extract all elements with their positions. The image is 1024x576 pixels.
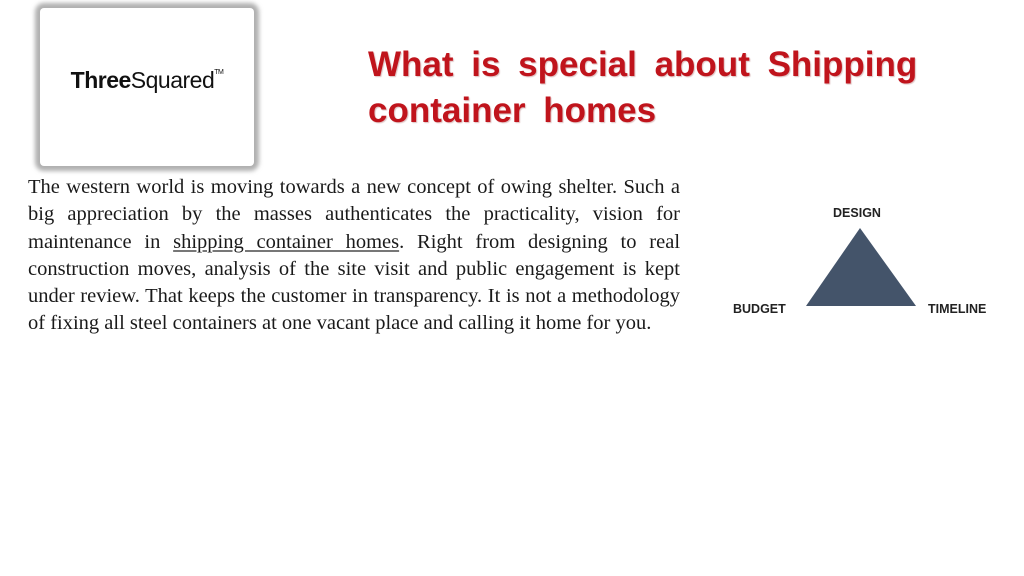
logo-light-part: Squared	[130, 66, 215, 93]
logo-wordmark	[71, 67, 224, 94]
company-logo	[40, 8, 254, 166]
slide-title: What is special about Shipping container homes	[368, 45, 918, 130]
design-budget-timeline-diagram	[720, 180, 1020, 360]
diagram-label-timeline: TIMELINE	[928, 302, 987, 316]
paragraph-text-after-link: . Right from designing to real construction moves, analysis of the site visit and public engagement is kept under review. That keeps the customer in transparency. It is not a methodology of fixing all steel containers at one vacant place and calling it home for you.	[28, 230, 681, 335]
body-paragraph	[28, 174, 680, 338]
diagram-label-design: DESIGN	[833, 206, 881, 220]
shipping-container-homes-link[interactable]: shipping container homes	[173, 230, 400, 253]
diagram-label-budget: BUDGET	[733, 302, 786, 316]
logo-bold-part: Three	[70, 66, 131, 93]
logo-trademark: TM	[214, 68, 224, 76]
paragraph-text-before-link: The western world is moving towards a new concept of owing shelter. Such a big appreciation by the masses authenticates the practicality, vision for maintenance in	[28, 176, 680, 253]
triangle-shape	[806, 228, 916, 306]
